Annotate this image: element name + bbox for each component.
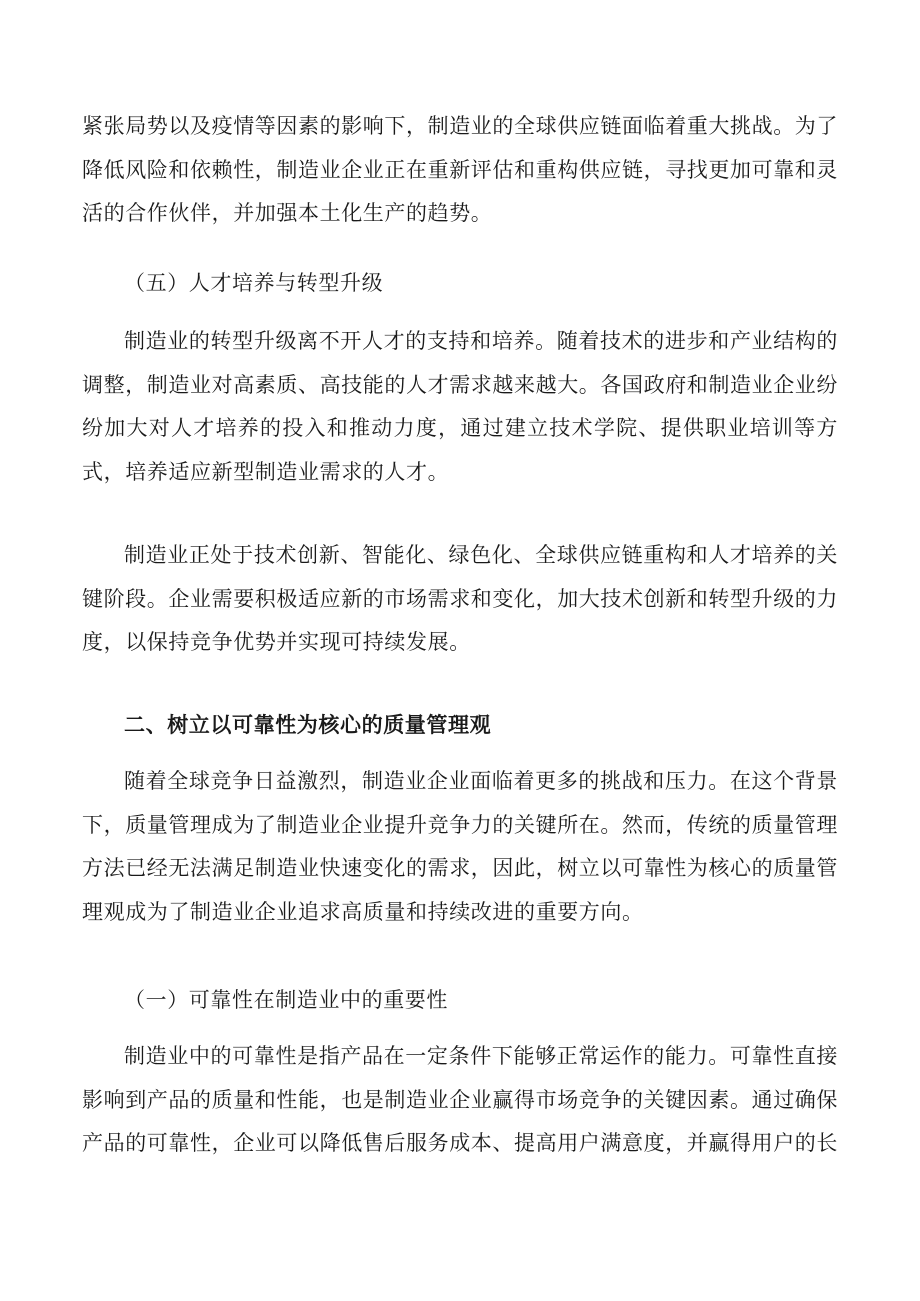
paragraph-reliability-definition: 制造业中的可靠性是指产品在一定条件下能够正常运作的能力。可靠性直接影响到产品的质量和性能，也是制造业企业赢得市场竞争的关键因素。通过确保产品的可靠性，企业可以降低售后服务成本、提高用户满意度，并赢得用户的长 (82, 1044, 838, 1156)
subheading-reliability-importance: （一）可靠性在制造业中的重要性 (124, 988, 448, 1012)
paragraph-supply-chain: 紧张局势以及疫情等因素的影响下，制造业的全球供应链面临着重大挑战。为了降低风险和依赖性，制造业企业正在重新评估和重构供应链，寻找更加可靠和灵活的合作伙伴，并加强本土化生产的趋势。 (82, 114, 838, 226)
paragraph-talent-training: 制造业的转型升级离不开人才的支持和培养。随着技术的进步和产业结构的调整，制造业对高素质、高技能的人才需求越来越大。各国政府和制造业企业纷纷加大对人才培养的投入和推动力度，通过建立技术学院、提供职业培训等方式，培养适应新型制造业需求的人才。 (82, 329, 838, 484)
paragraph-quality-management: 随着全球竞争日益激烈，制造业企业面临着更多的挑战和压力。在这个背景下，质量管理成为了制造业企业提升竞争力的关键所在。然而，传统的质量管理方法已经无法满足制造业快速变化的需求，因此，树立以可靠性为核心的质量管理观成为了制造业企业追求高质量和持续改进的重要方向。 (82, 769, 838, 924)
section-heading-reliability: 二、树立以可靠性为核心的质量管理观 (124, 713, 492, 737)
subheading-talent-training: （五）人才培养与转型升级 (124, 271, 384, 295)
paragraph-key-stage: 制造业正处于技术创新、智能化、绿色化、全球供应链重构和人才培养的关键阶段。企业需要积极适应新的市场需求和变化，加大技术创新和转型升级的力度，以保持竞争优势并实现可持续发展。 (82, 543, 838, 655)
